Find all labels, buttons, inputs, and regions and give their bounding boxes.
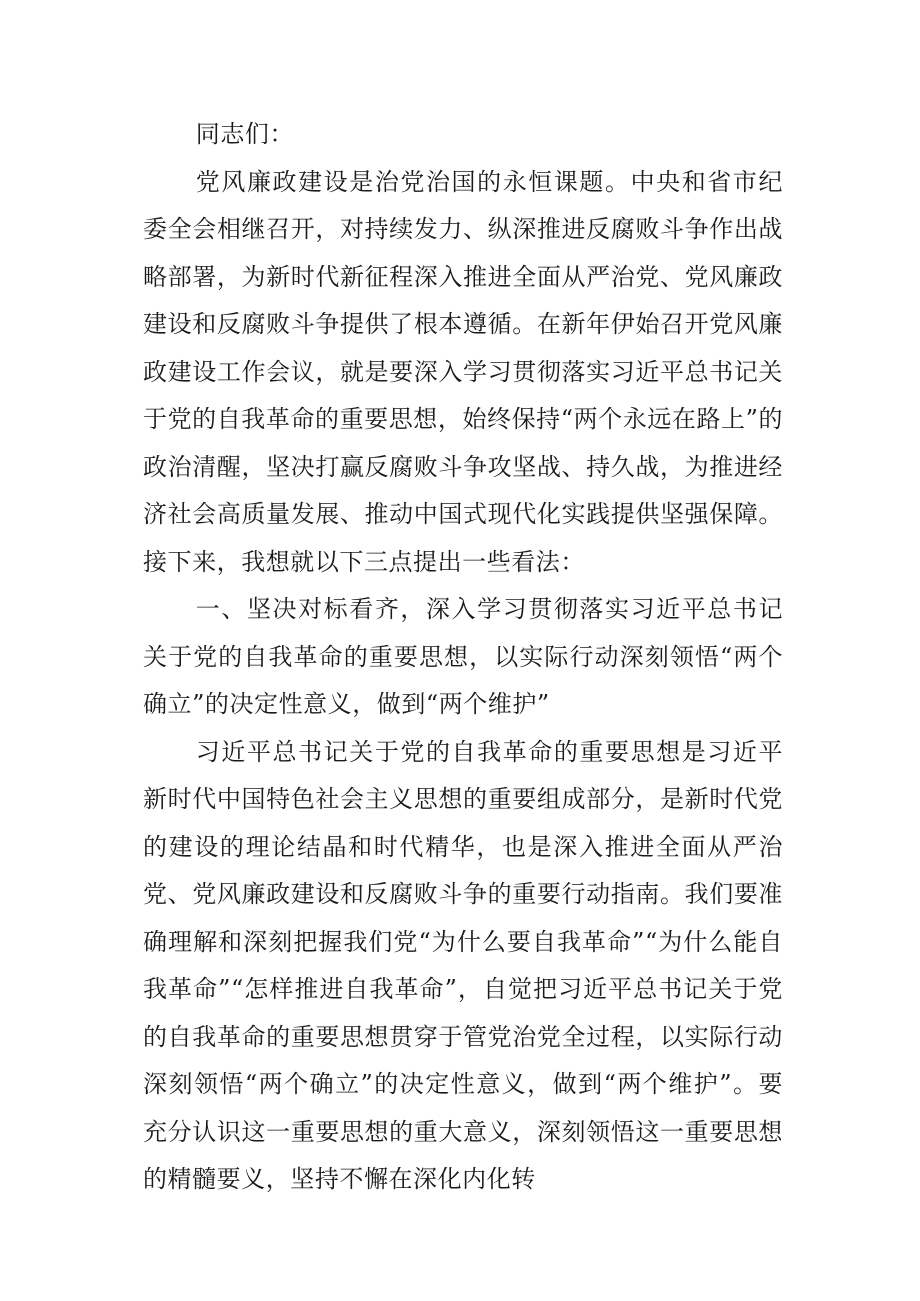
paragraph-body: 习近平总书记关于党的自我革命的重要思想是习近平新时代中国特色社会主义思想的重要组成部分，是新时代党的建设的理论结晶和时代精华，也是深入推进全面从严治党、党风廉政建设和反腐败斗争的重要行动指南。我们要准确理解和深刻把握我们党“为什么要自我革命”“为什么能自我革命”“怎样推进自我革命”，自觉把习近平总书记关于党的自我革命的重要思想贯穿于管党治党全过程，以实际行动深刻领悟“两个确立”的决定性意义，做到“两个维护”。要充分认识这一重要思想的重大意义，深刻领悟这一重要思想的精髓要义，坚持不懈在深化内化转	[143, 737, 783, 1193]
paragraph-intro: 党风廉政建设是治党治国的永恒课题。中央和省市纪委全会相继召开，对持续发力、纵深推进反腐败斗争作出战略部署，为新时代新征程深入推进全面从严治党、党风廉政建设和反腐败斗争提供了根本遵循。在新年伊始召开党风廉政建设工作会议，就是要深入学习贯彻落实习近平总书记关于党的自我革命的重要思想，始终保持“两个永远在路上”的政治清醒，坚决打赢反腐败斗争攻坚战、持久战，为推进经济社会高质量发展、推动中国式现代化实践提供坚强保障。接下来，我想就以下三点提出一些看法：	[143, 167, 783, 576]
document-page	[143, 111, 783, 1204]
salutation: 同志们：	[195, 120, 294, 148]
section-heading-one: 一、坚决对标看齐，深入学习贯彻落实习近平总书记关于党的自我革命的重要思想，以实际行动深刻领悟“两个确立”的决定性意义，做到“两个维护”	[143, 595, 783, 718]
